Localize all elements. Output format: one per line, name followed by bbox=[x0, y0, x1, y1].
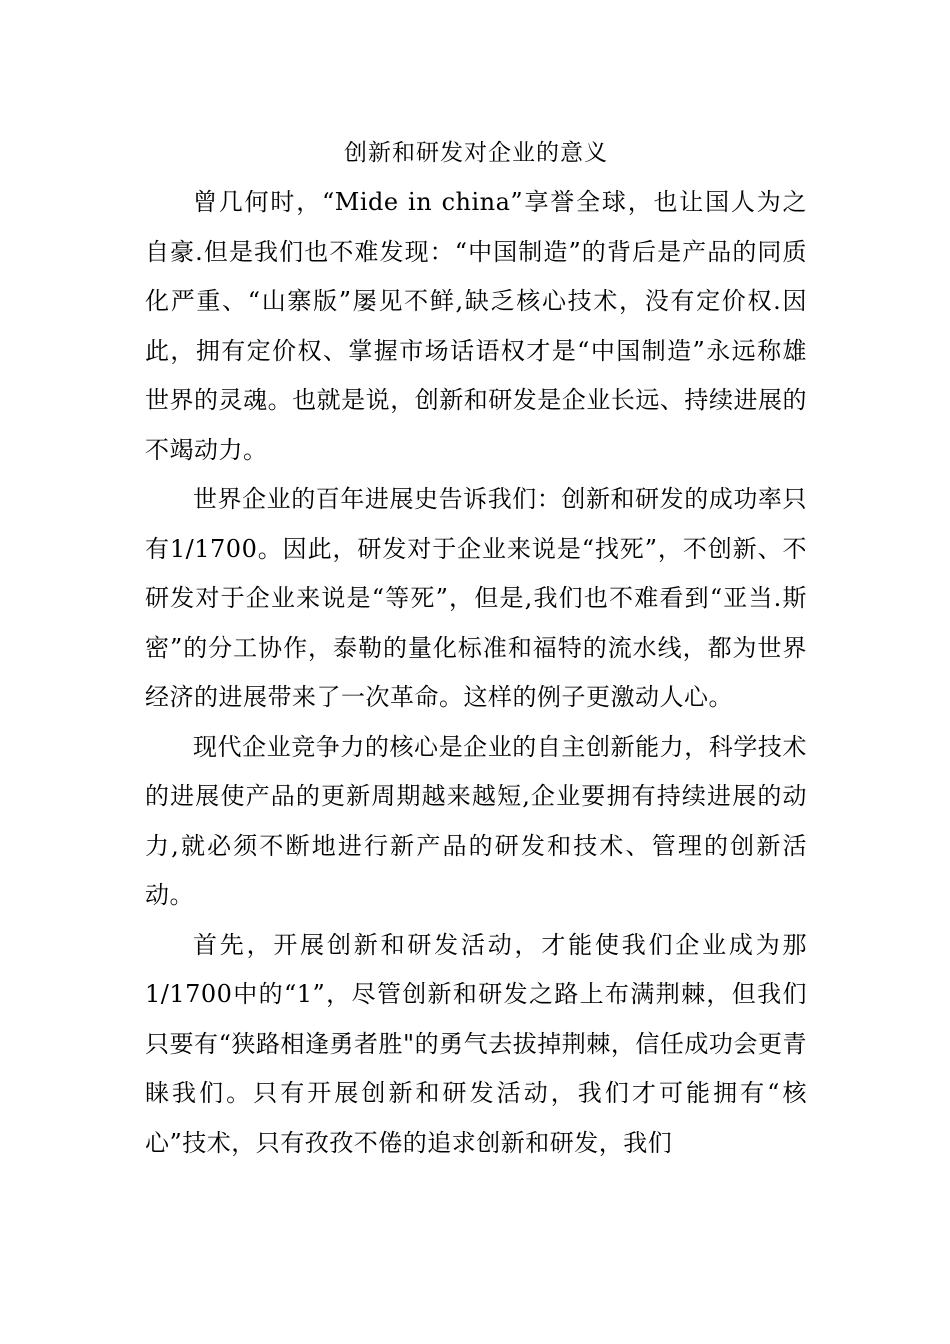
paragraph-2: 世界企业的百年进展史告诉我们：创新和研发的成功率只有1/1700。因此，研发对于企业来说是“找死”，不创新、不研发对于企业来说是“等死”，但是,我们也不难看到“亚当.斯密”的分工协作，泰勒的量化标准和福特的流水线，都为世界经济的进展带来了一次革命。这样的例子更激动人心。 bbox=[145, 485, 807, 711]
paragraph-4: 首先，开展创新和研发活动，才能使我们企业成为那1/1700中的“1”，尽管创新和研发之路上布满荆棘，但我们只要有“狭路相逢勇者胜"的勇气去拔掉荆棘，信任成功会更青睐我们。只有开展创新和研发活动，我们才可能拥有“核心”技术，只有孜孜不倦的追求创新和研发，我们 bbox=[145, 930, 807, 1157]
paragraph-1: 曾几何时，“Mide in china”享誉全球，也让国人为之自豪.但是我们也不难发现：“中国制造”的背后是产品的同质化严重、“山寨版”屡见不鲜,缺乏核心技术，没有定价权.因此，拥有定价权、掌握市场话语权才是“中国制造”永远称雄世界的灵魂。也就是说，创新和研发是企业长远、持续进展的不竭动力。 bbox=[145, 188, 807, 464]
document-title: 创新和研发对企业的意义 bbox=[344, 140, 608, 166]
document-page bbox=[145, 128, 807, 1168]
paragraph-3: 现代企业竞争力的核心是企业的自主创新能力，科学技术的进展使产品的更新周期越来越短,企业要拥有持续进展的动力,就必须不断地进行新产品的研发和技术、管理的创新活动。 bbox=[145, 732, 807, 909]
